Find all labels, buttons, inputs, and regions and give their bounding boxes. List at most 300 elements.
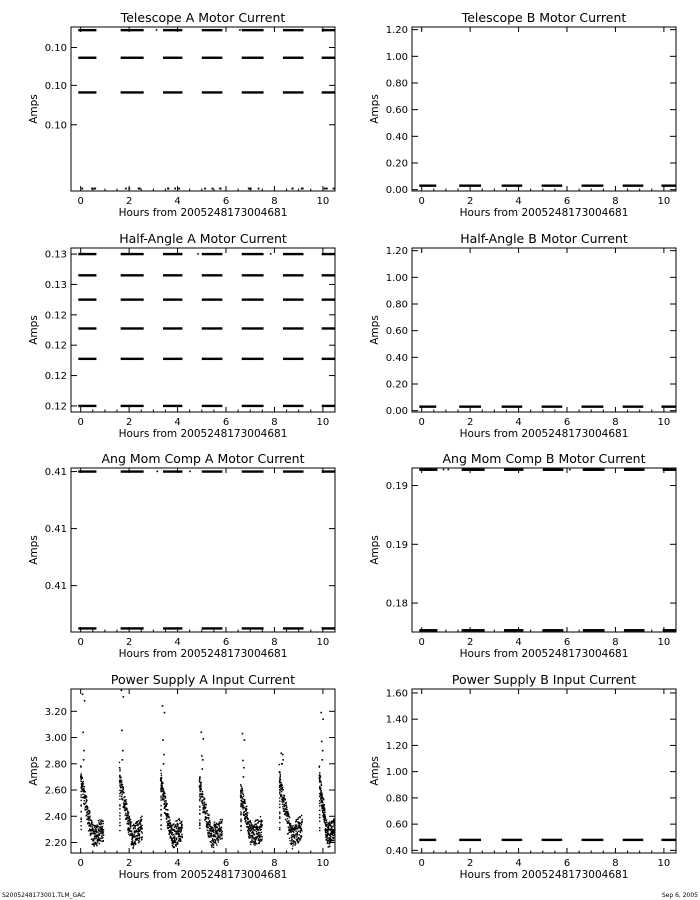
data-point: [247, 818, 248, 819]
data-point: [259, 828, 260, 829]
y-tick-label: 0.12: [44, 310, 67, 322]
data-point: [86, 819, 87, 820]
data-point: [319, 796, 320, 797]
y-tick-label: 3.00: [44, 733, 67, 745]
data-point: [302, 819, 303, 820]
data-series: [78, 29, 335, 189]
data-point: [208, 830, 209, 831]
data-point: [199, 785, 200, 786]
plot-frame: [71, 468, 335, 632]
data-point: [82, 731, 84, 733]
data-point: [222, 819, 223, 820]
data-point: [102, 826, 103, 827]
data-point: [100, 833, 101, 834]
data-point: [124, 796, 125, 797]
data-point: [171, 826, 172, 827]
data-point: [102, 828, 103, 829]
data-point: [324, 820, 325, 821]
data-point: [166, 805, 167, 806]
data-point: [240, 797, 241, 798]
data-point: [221, 833, 222, 834]
data-point: [249, 29, 251, 31]
data-point: [285, 819, 286, 820]
x-axis-label: Hours from 2005248173004681: [118, 207, 288, 219]
data-point: [93, 840, 94, 841]
data-point: [321, 741, 323, 743]
data-point: [125, 801, 126, 802]
data-point: [140, 824, 141, 825]
data-point: [319, 803, 320, 804]
data-point: [82, 785, 83, 786]
data-segment: [202, 327, 223, 329]
data-segment: [322, 57, 335, 59]
data-point: [199, 813, 200, 814]
data-point: [320, 781, 321, 782]
plot-frame: [412, 468, 676, 632]
data-series: [80, 690, 336, 850]
data-point: [221, 831, 222, 832]
data-point: [597, 469, 599, 471]
data-point: [125, 813, 126, 814]
data-segment: [419, 405, 436, 407]
y-axis-label: Amps: [369, 315, 381, 345]
data-point: [136, 839, 137, 840]
data-point: [128, 812, 129, 813]
footer-date: Sep 6, 2005: [661, 892, 698, 899]
data-point: [173, 823, 174, 824]
chart-panel: [28, 10, 335, 219]
data-segment: [419, 839, 436, 841]
data-point: [98, 820, 99, 821]
data-point: [279, 818, 280, 819]
data-point: [121, 782, 122, 783]
data-point: [91, 826, 92, 827]
data-segment: [583, 629, 605, 631]
data-point: [80, 791, 81, 792]
data-point: [282, 789, 283, 790]
chart-title: Telescope A Motor Current: [120, 10, 286, 25]
data-point: [289, 840, 290, 841]
data-segment: [242, 470, 264, 472]
data-point: [298, 841, 299, 842]
x-tick-label: 0: [77, 196, 84, 207]
data-segment: [283, 405, 304, 407]
data-point: [133, 847, 134, 848]
data-point: [199, 782, 200, 783]
data-point: [139, 841, 140, 842]
data-point: [141, 831, 142, 832]
data-point: [320, 799, 321, 800]
data-point: [319, 781, 320, 782]
x-tick-label: 6: [222, 417, 230, 428]
data-point: [119, 767, 120, 768]
data-point: [200, 786, 201, 787]
data-point: [199, 822, 200, 823]
x-tick-label: 8: [612, 858, 619, 869]
data-point: [206, 813, 207, 814]
data-point: [282, 759, 284, 761]
data-point: [160, 780, 161, 781]
data-segment: [542, 839, 563, 841]
x-tick-label: 2: [466, 637, 474, 648]
data-point: [125, 188, 127, 190]
data-point: [292, 188, 294, 190]
data-point: [250, 844, 251, 845]
data-point: [293, 841, 294, 842]
data-point: [141, 825, 142, 826]
y-axis-label: Amps: [369, 94, 381, 124]
data-point: [286, 805, 287, 806]
data-point: [279, 779, 280, 780]
data-point: [213, 832, 214, 833]
data-point: [298, 831, 299, 832]
data-segment: [163, 274, 182, 276]
data-point: [133, 836, 134, 837]
data-point: [80, 818, 81, 819]
data-point: [333, 837, 334, 838]
data-point: [296, 826, 297, 827]
data-point: [279, 811, 280, 812]
data-segment: [502, 184, 523, 186]
x-tick-label: 0: [77, 417, 84, 428]
data-segment: [78, 91, 96, 93]
data-segment: [121, 29, 144, 31]
data-point: [326, 253, 328, 255]
data-point: [167, 809, 168, 810]
data-point: [324, 814, 325, 815]
data-point: [141, 839, 142, 840]
data-point: [128, 814, 129, 815]
data-point: [199, 789, 200, 790]
data-segment: [322, 298, 335, 300]
data-point: [123, 696, 125, 698]
data-point: [139, 188, 141, 190]
data-point: [221, 838, 222, 839]
data-point: [164, 793, 165, 794]
data-point: [93, 839, 94, 840]
data-point: [135, 843, 136, 844]
data-segment: [202, 274, 223, 276]
y-tick-label: 1.20: [385, 246, 408, 258]
data-point: [136, 253, 138, 255]
data-point: [211, 845, 212, 846]
y-tick-label: 1.20: [385, 25, 408, 37]
data-point: [243, 794, 244, 795]
data-point: [245, 817, 246, 818]
data-segment: [202, 405, 223, 407]
data-point: [160, 789, 161, 790]
chart-panel: [369, 231, 676, 440]
data-point: [210, 822, 211, 823]
data-point: [252, 835, 253, 836]
y-axis-label: Amps: [28, 315, 40, 345]
data-point: [321, 759, 323, 761]
data-point: [210, 831, 211, 832]
data-point: [262, 836, 263, 837]
data-point: [261, 824, 262, 825]
data-point: [103, 840, 104, 841]
data-point: [164, 803, 165, 804]
data-segment: [121, 91, 144, 93]
data-point: [258, 838, 259, 839]
data-point: [319, 821, 320, 822]
data-segment: [163, 91, 182, 93]
data-point: [256, 823, 257, 824]
data-segment: [78, 405, 96, 407]
data-point: [280, 782, 281, 783]
data-point: [242, 793, 243, 794]
data-point: [160, 797, 161, 798]
data-point: [294, 471, 296, 473]
data-point: [87, 811, 88, 812]
data-point: [177, 841, 178, 842]
x-tick-label: 10: [657, 417, 671, 428]
data-point: [289, 817, 290, 818]
data-point: [282, 754, 284, 756]
data-point: [202, 791, 203, 792]
data-point: [207, 830, 208, 831]
data-segment: [459, 839, 481, 841]
data-point: [319, 787, 320, 788]
data-point: [81, 188, 83, 190]
data-point: [285, 802, 286, 803]
data-point: [99, 830, 100, 831]
data-point: [135, 825, 136, 826]
data-point: [289, 838, 290, 839]
data-point: [135, 826, 136, 827]
data-point: [119, 815, 120, 816]
data-point: [256, 831, 257, 832]
data-point: [297, 819, 298, 820]
data-segment: [623, 839, 644, 841]
data-segment: [283, 627, 304, 629]
data-point: [119, 812, 120, 813]
data-point: [201, 731, 203, 733]
data-point: [322, 800, 323, 801]
data-point: [163, 794, 164, 795]
data-point: [89, 811, 90, 812]
data-point: [161, 773, 162, 774]
data-point: [84, 786, 85, 787]
data-series: [78, 253, 335, 407]
data-segment: [121, 298, 144, 300]
data-segment: [459, 405, 481, 407]
data-point: [259, 835, 260, 836]
plot-frame: [71, 27, 335, 191]
data-point: [129, 816, 130, 817]
x-axis-label: Hours from 2005248173004681: [118, 428, 288, 440]
data-point: [168, 821, 169, 822]
y-tick-label: 1.00: [385, 767, 408, 779]
data-point: [80, 766, 81, 767]
data-point: [139, 834, 140, 835]
data-point: [84, 800, 85, 801]
data-point: [90, 834, 91, 835]
data-point: [199, 800, 200, 801]
data-point: [119, 793, 120, 794]
data-point: [203, 808, 204, 809]
data-point: [240, 830, 241, 831]
y-axis-label: Amps: [369, 535, 381, 565]
data-point: [246, 815, 247, 816]
data-point: [177, 843, 178, 844]
data-point: [289, 832, 290, 833]
data-point: [279, 797, 280, 798]
data-point: [240, 805, 241, 806]
data-point: [240, 784, 241, 785]
data-point: [259, 841, 260, 842]
data-segment: [121, 470, 144, 472]
data-point: [288, 827, 289, 828]
data-point: [133, 827, 134, 828]
data-point: [300, 826, 301, 827]
data-point: [216, 844, 217, 845]
x-axis-label: Hours from 2005248173004681: [459, 869, 629, 881]
x-tick-label: 6: [222, 858, 230, 869]
data-point: [91, 822, 92, 823]
data-segment: [322, 405, 335, 407]
data-point: [179, 818, 180, 819]
data-point: [285, 799, 286, 800]
data-segment: [502, 405, 523, 407]
data-point: [173, 843, 174, 844]
data-point: [214, 821, 215, 822]
data-point: [248, 836, 249, 837]
data-point: [160, 799, 161, 800]
data-point: [88, 830, 89, 831]
data-point: [241, 786, 242, 787]
data-point: [256, 838, 257, 839]
data-point: [199, 787, 200, 788]
x-tick-label: 10: [657, 637, 671, 648]
data-point: [213, 830, 214, 831]
data-point: [102, 821, 103, 822]
data-point: [170, 831, 171, 832]
data-point: [243, 796, 244, 797]
data-segment: [283, 91, 304, 93]
data-point: [160, 824, 161, 825]
data-point: [129, 831, 130, 832]
data-point: [128, 188, 130, 190]
data-point: [130, 825, 131, 826]
data-point: [163, 763, 165, 765]
data-point: [319, 830, 320, 831]
data-point: [281, 796, 282, 797]
data-point: [320, 712, 322, 714]
data-point: [177, 824, 178, 825]
data-point: [250, 837, 251, 838]
data-point: [140, 830, 141, 831]
y-tick-label: 0.12: [44, 340, 67, 352]
data-point: [242, 760, 244, 762]
data-point: [244, 739, 246, 741]
data-point: [218, 839, 219, 840]
data-point: [279, 778, 280, 779]
data-segment: [623, 405, 644, 407]
y-tick-label: 1.20: [385, 740, 408, 752]
data-point: [329, 846, 330, 847]
data-point: [301, 821, 302, 822]
data-point: [279, 789, 280, 790]
data-point: [521, 469, 523, 471]
data-point: [82, 778, 83, 779]
data-point: [119, 830, 120, 831]
data-point: [164, 712, 166, 714]
footer-filename: S2005248173001.TLM_GAC: [2, 892, 86, 899]
data-point: [283, 804, 284, 805]
data-point: [160, 796, 161, 797]
data-point: [119, 804, 120, 805]
data-point: [296, 824, 297, 825]
x-tick-label: 2: [125, 196, 133, 207]
data-point: [209, 820, 210, 821]
data-point: [165, 809, 166, 810]
data-point: [127, 815, 128, 816]
data-point: [92, 824, 93, 825]
data-segment: [121, 327, 144, 329]
data-point: [132, 838, 133, 839]
data-point: [141, 816, 142, 817]
data-point: [96, 845, 97, 846]
data-point: [208, 815, 209, 816]
data-point: [296, 836, 297, 837]
data-point: [200, 797, 201, 798]
data-point: [259, 843, 260, 844]
data-segment: [459, 184, 481, 186]
data-point: [80, 804, 81, 805]
data-series: [419, 839, 676, 841]
data-point: [298, 817, 299, 818]
data-point: [279, 785, 280, 786]
data-point: [279, 813, 280, 814]
data-point: [292, 825, 293, 826]
data-point: [210, 829, 211, 830]
data-point: [280, 774, 281, 775]
y-tick-label: 0.40: [385, 845, 408, 857]
data-point: [122, 750, 124, 752]
data-point: [84, 804, 85, 805]
data-point: [175, 842, 176, 843]
data-point: [327, 823, 328, 824]
data-point: [299, 834, 300, 835]
data-point: [254, 834, 255, 835]
x-tick-label: 0: [418, 858, 425, 869]
data-point: [327, 841, 328, 842]
data-segment: [163, 627, 182, 629]
data-point: [240, 795, 241, 796]
data-point: [218, 828, 219, 829]
data-segment: [661, 839, 676, 841]
data-point: [213, 844, 214, 845]
data-point: [319, 786, 320, 787]
data-segment: [624, 469, 645, 471]
data-series: [419, 184, 676, 186]
data-point: [99, 838, 100, 839]
data-point: [279, 829, 280, 830]
data-point: [99, 819, 100, 820]
data-point: [215, 843, 216, 844]
data-point: [279, 804, 280, 805]
data-point: [86, 800, 87, 801]
data-point: [208, 817, 209, 818]
data-point: [297, 833, 298, 834]
data-point: [175, 825, 176, 826]
data-segment: [283, 57, 304, 59]
data-segment: [78, 627, 96, 629]
data-point: [121, 690, 123, 692]
data-point: [88, 819, 89, 820]
data-segment: [543, 469, 564, 471]
